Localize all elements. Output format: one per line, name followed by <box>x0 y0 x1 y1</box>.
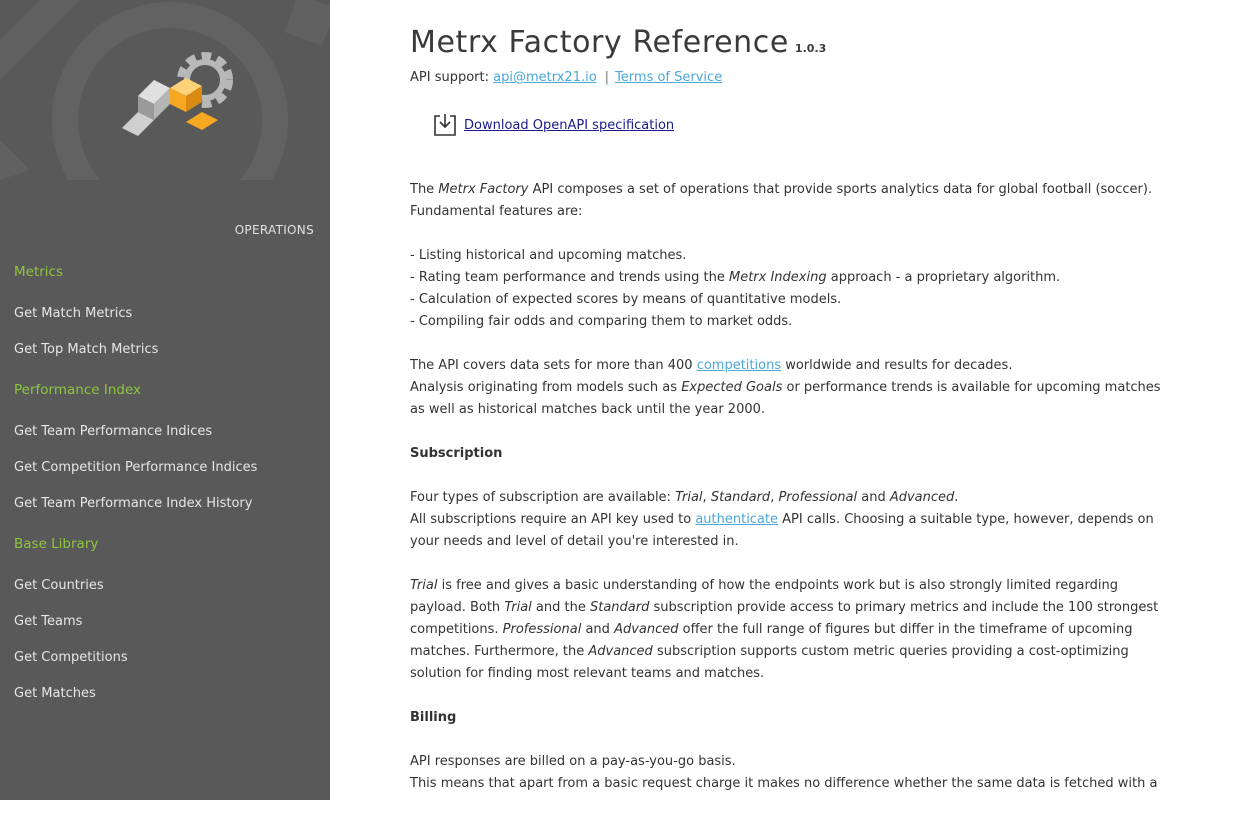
page-header <box>410 25 826 60</box>
features-list <box>410 245 1170 333</box>
sidebar-logo-area <box>0 0 330 180</box>
nav-group-base-library[interactable]: Base Library <box>14 536 99 552</box>
download-openapi-link[interactable]: Download OpenAPI specification <box>464 117 675 133</box>
download-icon[interactable] <box>432 112 458 138</box>
nav-group-performance-index[interactable]: Performance Index <box>14 382 142 398</box>
coverage-paragraph: The API covers data sets for more than 400 competitions worldwide and results for decades. Analysis originating from models such as Expected Goals or performance trends is available for upcoming matches as well as historical matches back until the year 2000. <box>410 358 1161 417</box>
api-description <box>410 179 1170 817</box>
sidebar-item-get-teams[interactable]: Get Teams <box>14 614 83 629</box>
authenticate-link[interactable]: authenticate <box>695 512 779 527</box>
support-label: API support: <box>410 70 489 85</box>
feature-item: - Compiling fair odds and comparing them to market odds. <box>410 314 793 329</box>
download-row <box>432 112 674 138</box>
sidebar-item-get-competitions[interactable]: Get Competitions <box>14 650 128 665</box>
support-email-link[interactable]: api@metrx21.io <box>493 70 597 85</box>
sidebar-item-get-countries[interactable]: Get Countries <box>14 578 104 593</box>
sidebar-item-get-team-performance-index-history[interactable]: Get Team Performance Index History <box>14 496 253 511</box>
nav-group-metrics[interactable]: Metrics <box>14 264 64 280</box>
sidebar-item-get-matches[interactable]: Get Matches <box>14 686 96 701</box>
feature-item: - Listing historical and upcoming matches. <box>410 248 687 263</box>
subscription-heading: Subscription <box>410 446 503 461</box>
page-title: Metrx Factory Reference <box>410 25 789 60</box>
support-row <box>410 70 722 85</box>
feature-item: - Rating team performance and trends using the Metrx Indexing approach - a proprietary algorithm. <box>410 270 1061 285</box>
tiers-paragraph: Trial is free and gives a basic understanding of how the endpoints work but is also strongly limited regarding payload. Both Trial and the Standard subscription provide access to primary metrics and include the 100 strongest competitions. Professional and Advanced offer the full range of figures but differ in the timeframe of upcoming matches. Furthermore, the Advanced subscription supports custom metric queries providing a cost-optimizing solution for finding most relevant teams and matches. <box>410 578 1159 681</box>
metrx-logo <box>0 0 330 180</box>
billing-paragraph: API responses are billed on a pay-as-you-go basis. This means that apart from a basic request charge it makes no difference whether the same data is fetched with a <box>410 754 1158 791</box>
sidebar-item-get-top-match-metrics[interactable]: Get Top Match Metrics <box>14 342 159 357</box>
subscription-paragraph: Four types of subscription are available: Trial, Standard, Professional and Advanced. All subscriptions require an API key used to authenticate API calls. Choosing a suitable type, however, depends on your needs and level of detail you're interested in. <box>410 490 1154 549</box>
sidebar <box>0 0 330 800</box>
api-version: 1.0.3 <box>794 42 827 55</box>
feature-item: - Calculation of expected scores by means of quantitative models. <box>410 292 842 307</box>
operations-label: OPERATIONS <box>234 223 314 237</box>
terms-of-service-link[interactable]: Terms of Service <box>615 70 723 85</box>
competitions-link[interactable]: competitions <box>696 358 782 373</box>
sidebar-item-get-match-metrics[interactable]: Get Match Metrics <box>14 306 133 321</box>
sidebar-item-get-team-performance-indices[interactable]: Get Team Performance Indices <box>14 424 213 439</box>
sidebar-item-get-competition-performance-indices[interactable]: Get Competition Performance Indices <box>14 460 258 475</box>
intro-paragraph: The Metrx Factory API composes a set of operations that provide sports analytics data for global football (soccer). Fundamental features are: <box>410 182 1153 219</box>
billing-heading: Billing <box>410 710 457 725</box>
separator: | <box>604 70 610 85</box>
